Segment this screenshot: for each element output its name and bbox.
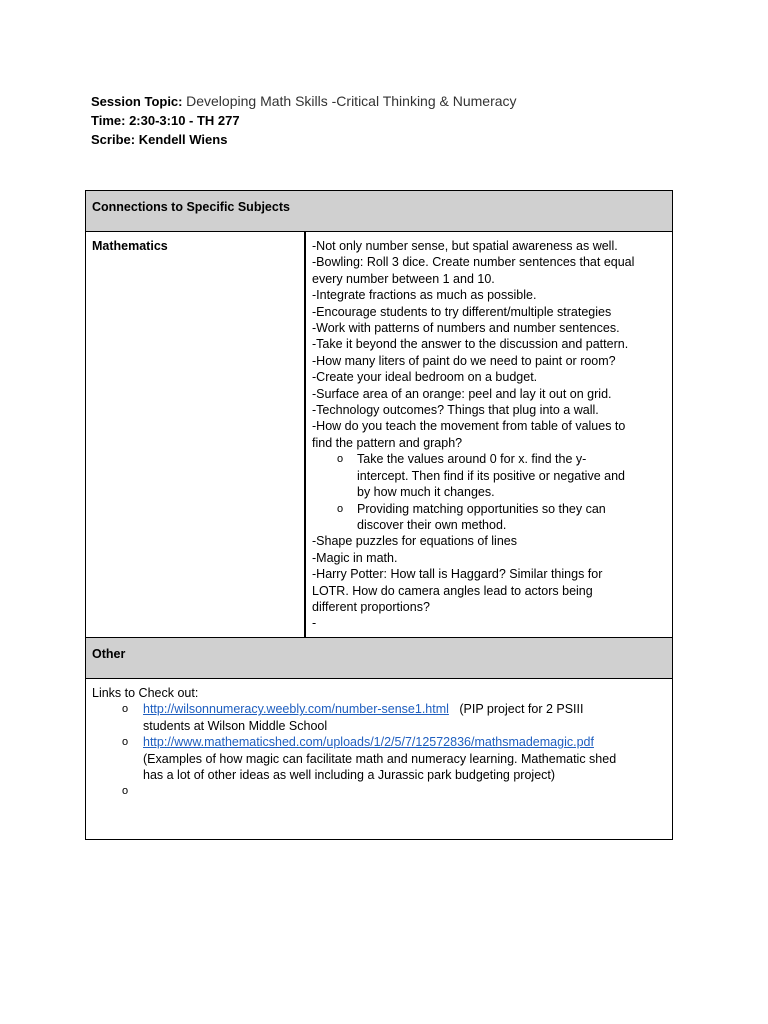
other-notes [86, 679, 673, 840]
math-note-line: -Not only number sense, but spatial awareness as well. [312, 239, 618, 253]
session-topic-value: Developing Math Skills -Critical Thinking & Numeracy [186, 93, 517, 109]
other-header-row [86, 638, 673, 679]
bullet-marker: o [122, 785, 129, 798]
session-scribe-label: Scribe: [91, 132, 136, 147]
link-first-line [143, 701, 666, 717]
math-sub-line: discover their own method. [357, 517, 507, 532]
resource-link[interactable]: http://wilsonnumeracy.weebly.com/number-sense1.html [143, 702, 449, 717]
math-sub-line: intercept. Then find if its positive or negative and [357, 468, 625, 483]
math-lines-after [312, 533, 668, 631]
math-note-line: -Magic in math. [312, 550, 398, 565]
session-scribe-value: Kendell Wiens [138, 132, 228, 147]
bullet-marker: o [337, 502, 344, 515]
math-note-line: different proportions? [312, 599, 430, 614]
link-description-line: has a lot of other ideas as well including a Jurassic park budgeting project) [143, 768, 556, 783]
math-sub-line: Take the values around 0 for x. find the y- [357, 452, 587, 467]
session-time [91, 111, 691, 130]
math-sub-bullets [312, 451, 668, 533]
math-note-line: -Work with patterns of numbers and number sentences. [312, 321, 620, 336]
session-topic-label: Session Topic: [91, 94, 183, 109]
bullet-marker: o [122, 736, 129, 749]
math-note-line: -How do you teach the movement from table of values to [312, 419, 626, 434]
math-note-line: -How many liters of paint do we need to paint or room? [312, 353, 616, 368]
math-sub-line: Providing matching opportunities so they can [357, 501, 606, 516]
session-topic [91, 92, 691, 111]
other-row [86, 679, 673, 840]
other-header: Other [86, 638, 673, 679]
link-first-line [143, 783, 666, 799]
link-list-item [92, 734, 666, 783]
resource-link[interactable]: http://www.mathematicshed.com/uploads/1/2/5/7/12572836/mathsmademagic.pdf [143, 735, 594, 750]
math-note-line: -Encourage students to try different/multiple strategies [312, 304, 612, 319]
math-lines [312, 238, 668, 451]
math-note-line: LOTR. How do camera angles lead to actors being [312, 583, 593, 598]
math-note-line: -Shape puzzles for equations of lines [312, 534, 517, 549]
math-note-line: -Bowling: Roll 3 dice. Create number sentences that equal [312, 255, 635, 270]
math-note-line: find the pattern and graph? [312, 435, 463, 450]
math-sub-line: by how much it changes. [357, 485, 495, 500]
link-list-item [92, 783, 666, 799]
math-note-line: -Take it beyond the answer to the discussion and pattern. [312, 337, 629, 352]
math-sub-bullet-item [312, 451, 668, 500]
link-description: (PIP project for 2 PSIII [459, 702, 584, 717]
math-note-line: -Surface area of an orange: peel and lay it out on grid. [312, 386, 612, 401]
links-intro: Links to Check out: [92, 686, 199, 700]
link-description-line: (Examples of how magic can facilitate math and numeracy learning. Mathematic shed [143, 751, 617, 766]
link-description-line: students at Wilson Middle School [143, 718, 328, 733]
link-first-line [143, 734, 666, 750]
connections-header-row [86, 191, 673, 232]
link-list-item [92, 701, 666, 734]
mathematics-notes [305, 232, 673, 638]
session-time-value: 2:30-3:10 - TH 277 [129, 113, 240, 128]
bullet-marker: o [122, 703, 129, 716]
session-time-label: Time: [91, 113, 126, 128]
bullet-marker: o [337, 453, 344, 466]
math-note-line: every number between 1 and 10. [312, 271, 495, 286]
session-scribe [91, 130, 691, 149]
connections-header: Connections to Specific Subjects [86, 191, 673, 232]
math-note-line: -Harry Potter: How tall is Haggard? Similar things for [312, 567, 603, 582]
math-note-line: -Technology outcomes? Things that plug into a wall. [312, 403, 599, 418]
math-sub-bullet-item [312, 501, 668, 534]
math-note-line: -Integrate fractions as much as possible. [312, 288, 537, 303]
links-list [92, 701, 666, 799]
mathematics-row [86, 232, 673, 638]
notes-table [85, 190, 673, 840]
math-note-line: -Create your ideal bedroom on a budget. [312, 370, 538, 385]
subject-mathematics: Mathematics [86, 232, 306, 638]
session-header [91, 92, 691, 149]
math-note-line: - [312, 616, 317, 631]
